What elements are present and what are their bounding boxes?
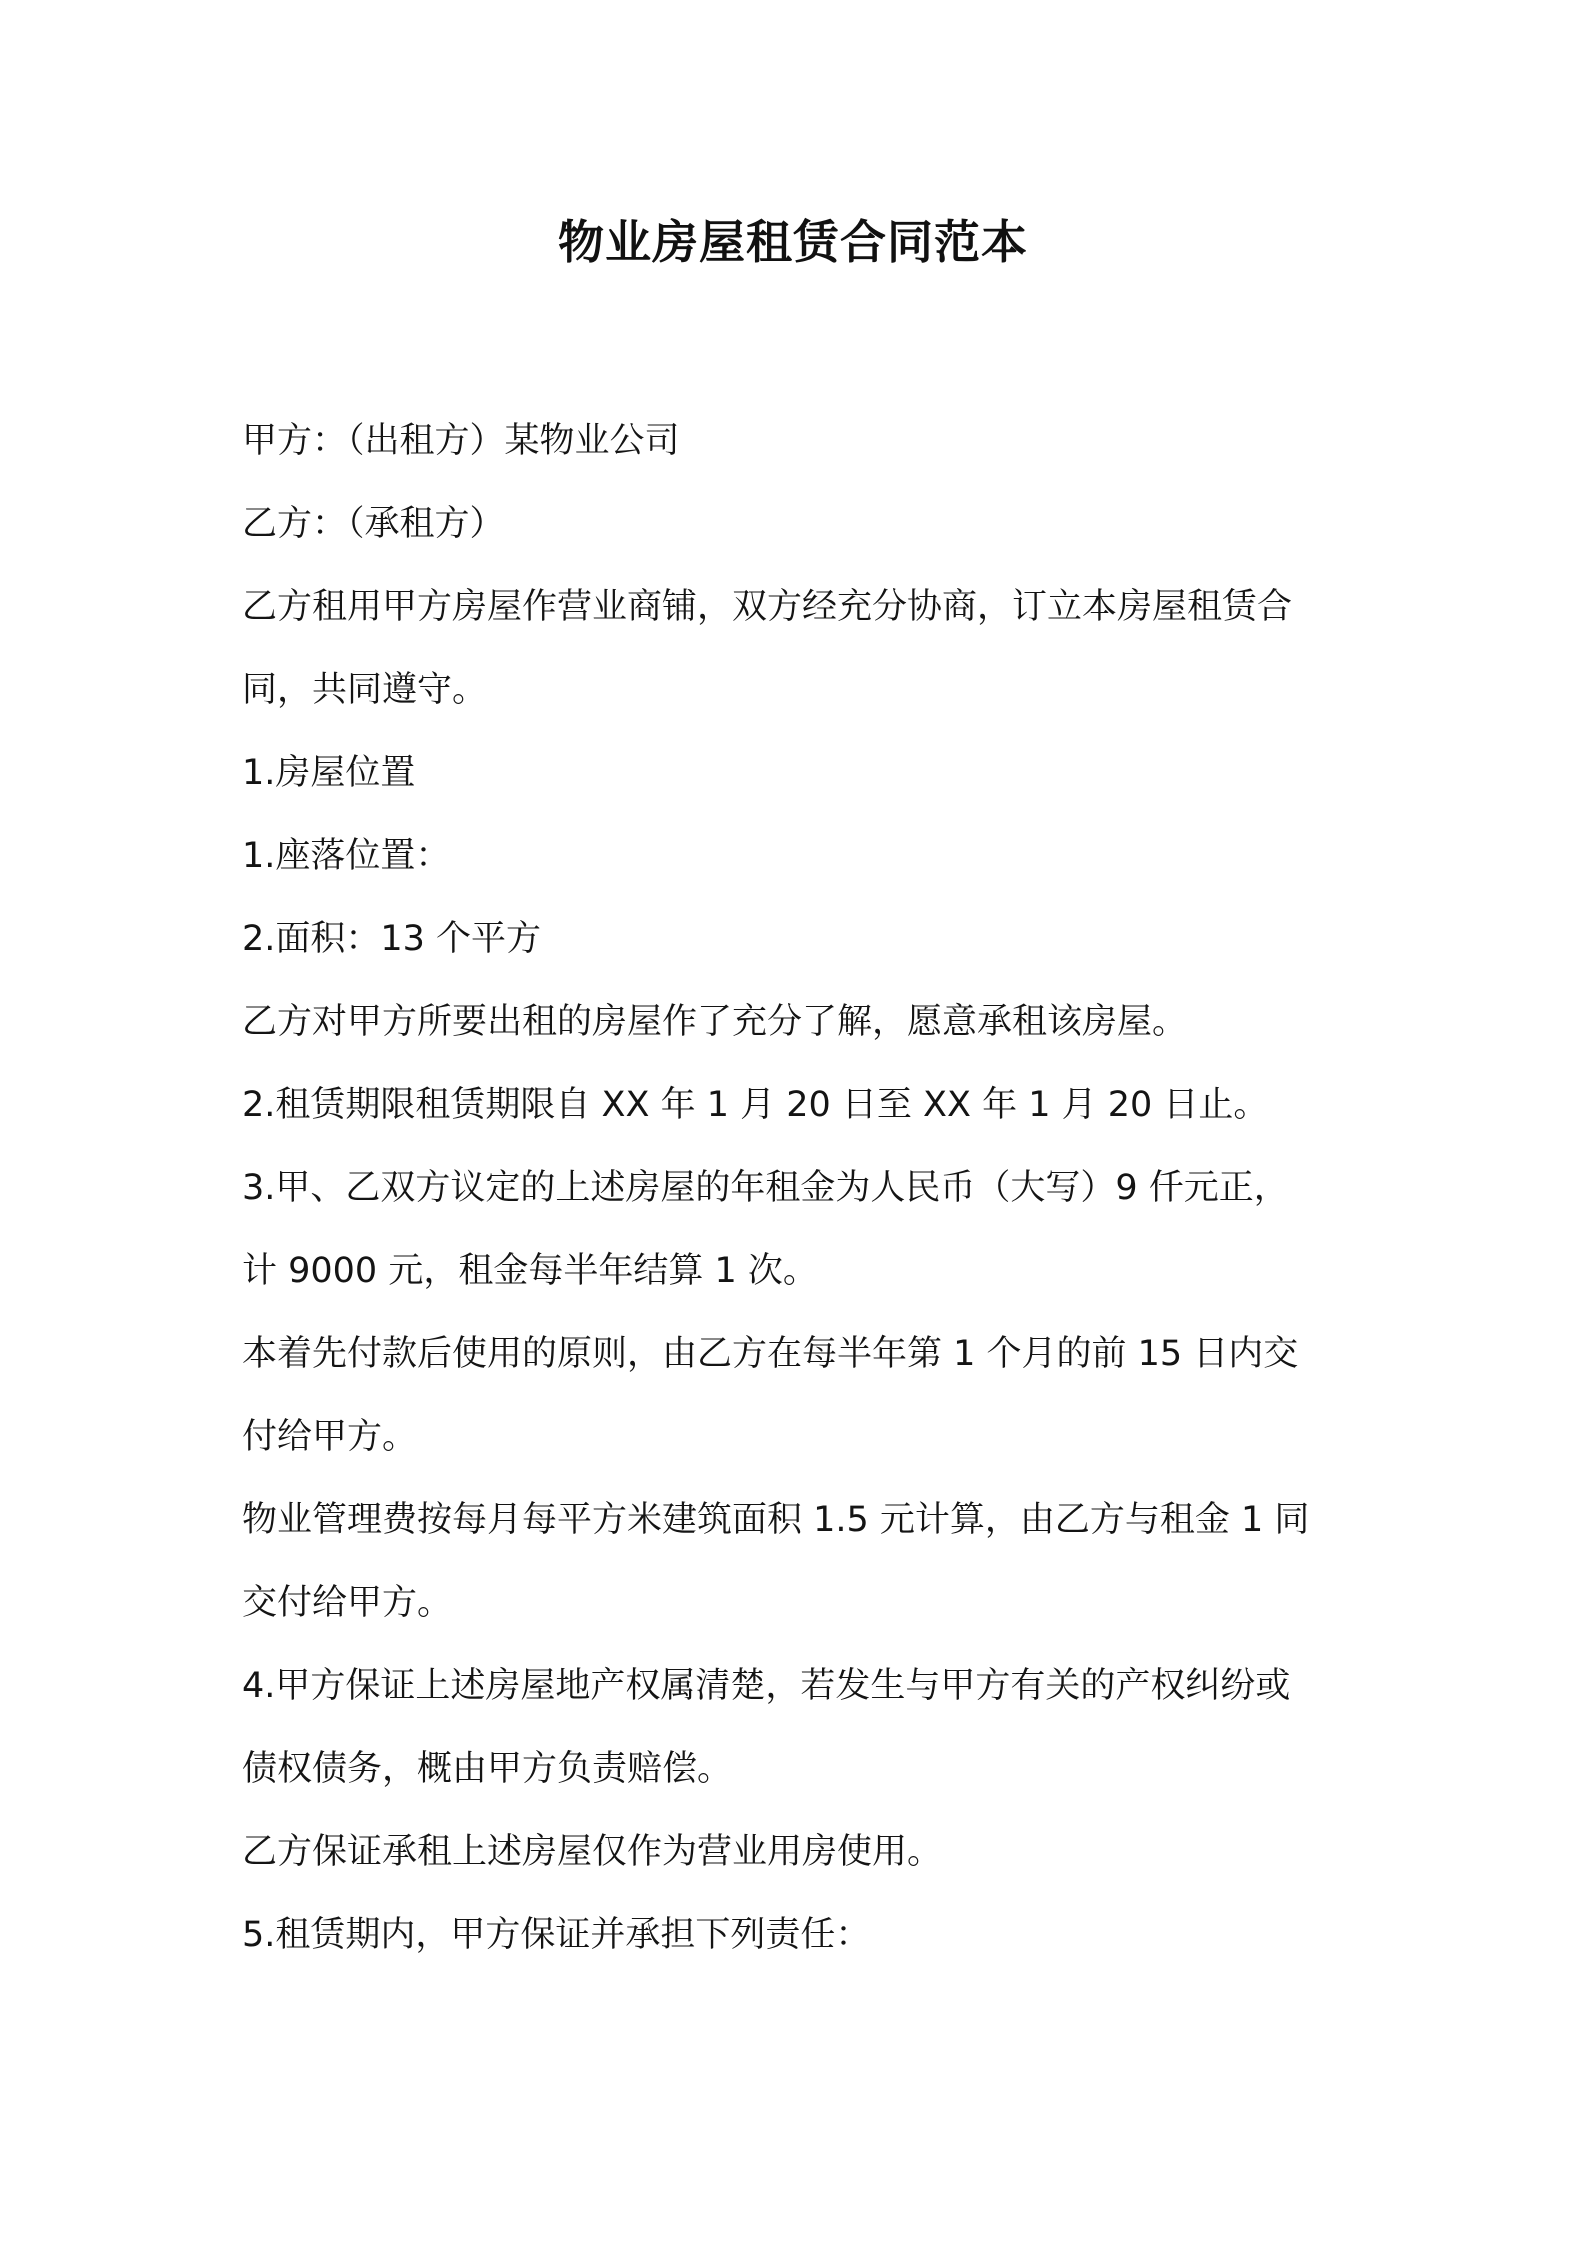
text-line: 2.面积：13 个平方	[242, 919, 542, 959]
text-line: 交付给甲方。	[242, 1583, 453, 1623]
text-line: 4.甲方保证上述房屋地产权属清楚，若发生与甲方有关的产权纠纷或	[242, 1666, 1291, 1706]
text-line: 甲方：（出租方）某物业公司	[242, 421, 680, 461]
text-line: 2.租赁期限租赁期限自 XX 年 1 月 20 日至 XX 年 1 月 20 日止。	[242, 1085, 1269, 1125]
text-line: 乙方保证承租上述房屋仅作为营业用房使用。	[242, 1832, 943, 1872]
text-line: 本着先付款后使用的原则，由乙方在每半年第 1 个月的前 15 日内交	[242, 1334, 1299, 1374]
text-line: 计 9000 元，租金每半年结算 1 次。	[242, 1251, 818, 1291]
text-line: 3.甲、乙双方议定的上述房屋的年租金为人民币（大写）9 仟元正，	[242, 1168, 1289, 1208]
text-line: 乙方对甲方所要出租的房屋作了充分了解，愿意承租该房屋。	[242, 1002, 1188, 1042]
text-line: 1.房屋位置	[242, 753, 416, 793]
text-line: 物业管理费按每月每平方米建筑面积 1.5 元计算，由乙方与租金 1 同	[242, 1500, 1310, 1540]
text-line: 1.座落位置：	[242, 836, 451, 876]
text-line: 乙方租用甲方房屋作营业商铺，双方经充分协商，订立本房屋租赁合	[242, 587, 1293, 627]
document-title: 物业房屋租赁合同范本	[558, 215, 1028, 269]
text-line: 同，共同遵守。	[242, 670, 488, 710]
text-line: 付给甲方。	[242, 1417, 418, 1457]
text-line: 乙方：（承租方）	[242, 504, 505, 544]
document-body	[242, 400, 1362, 1977]
text-line: 债权债务，概由甲方负责赔偿。	[242, 1749, 733, 1789]
text-line: 5.租赁期内，甲方保证并承担下列责任：	[242, 1915, 871, 1955]
